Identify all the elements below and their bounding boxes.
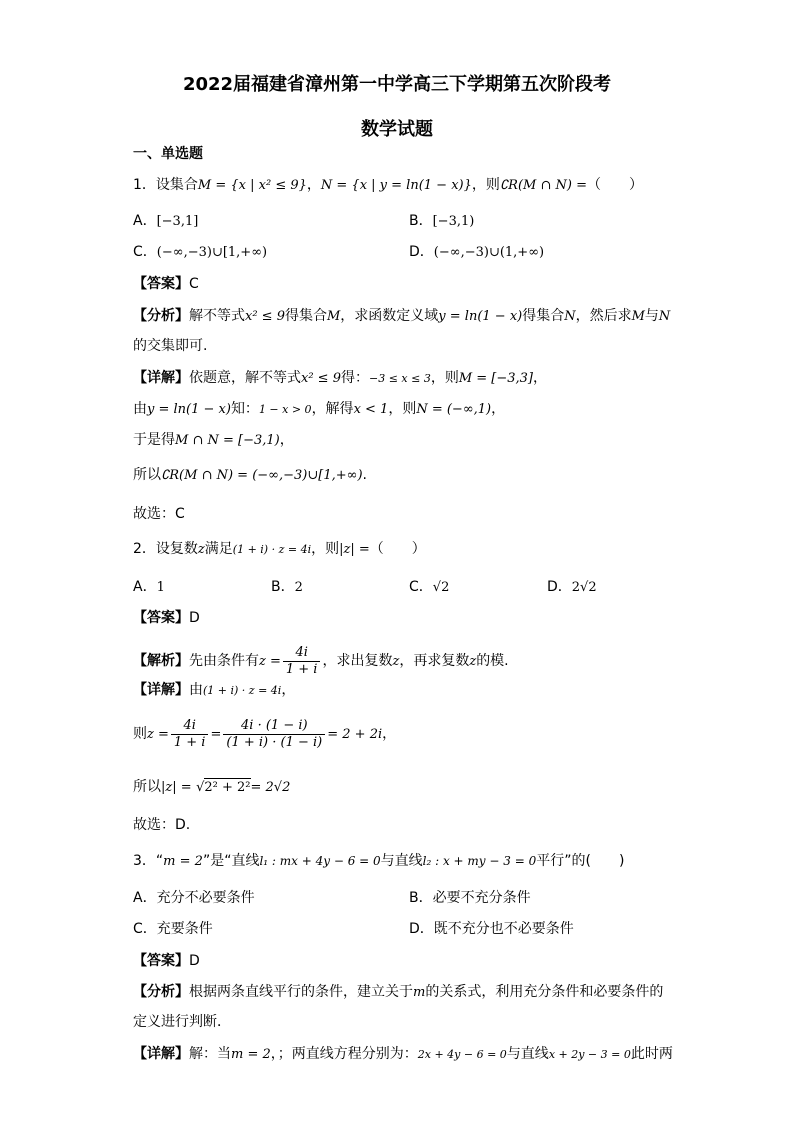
q2-detail-line-2: [133, 716, 396, 753]
q3-detail-math: x + 2y − 3 = 0: [548, 1048, 631, 1061]
q3-option-a-text: 充分不必要条件: [156, 890, 255, 906]
q2-analysis-text: 的模.: [476, 653, 509, 669]
q2-analysis-text: ，求出复数: [322, 653, 393, 669]
q1-option-d-text: (−∞,−3)∪(1,+∞): [433, 245, 545, 260]
q2-detail-text: 所以: [133, 779, 161, 795]
q3-option-d-text: 既不充分也不必要条件: [433, 921, 574, 937]
q1-analysis-text: 与: [644, 308, 659, 324]
q3-answer-tag: 【答案】: [133, 953, 189, 969]
q2-option-b: [271, 577, 303, 598]
q3-analysis-text: 根据两条直线平行的条件，建立关于: [189, 984, 413, 1000]
q2-stem: [133, 539, 426, 560]
q1-detail-math: ∁R(M ∩ N) = (−∞,−3)∪[1,+∞): [161, 468, 363, 483]
q3-option-b-letter: B．: [409, 890, 433, 906]
q2-option-a: [133, 577, 165, 598]
q1-analysis-tag: 【分析】: [133, 308, 189, 324]
q1-detail-line-2: [133, 399, 505, 420]
q1-analysis-math: M: [631, 309, 645, 324]
q3-option-d: [409, 919, 574, 939]
q2-option-a-text: 1: [156, 580, 165, 595]
q1-detail-text: 于是得: [133, 432, 175, 448]
q2-detail-fraction-denominator: 1 + i: [173, 734, 206, 750]
q1-detail-line-1: [133, 368, 547, 389]
q1-analysis-text: 解不等式: [189, 308, 245, 324]
document-subtitle: 数学试题: [361, 119, 433, 140]
q1-analysis-text: ，求函数定义域: [340, 308, 439, 324]
q2-stem-math: z: [197, 542, 205, 557]
q3-stem-math: m = 2: [163, 854, 203, 869]
q2-detail-math: = 2 + 2i: [327, 727, 383, 742]
q1-set-m: M = {x | x² ≤ 9}: [197, 178, 307, 193]
q1-detail-text: 所以: [133, 467, 161, 483]
q1-analysis-text: 得集合: [522, 308, 565, 324]
q2-detail-math: |z| =: [161, 780, 192, 795]
q2-stem-math: (1 + i) · z = 4i: [232, 543, 312, 556]
q3-option-c-text: 充要条件: [156, 921, 213, 937]
q1-detail-text: ，则: [430, 370, 459, 386]
q2-conclusion: 故选：D.: [133, 817, 191, 833]
q2-detail-math: =: [210, 727, 222, 742]
q3-analysis-tag: 【分析】: [133, 984, 189, 1000]
q2-fraction-numerator: 4i: [283, 645, 321, 662]
q2-detail-text: ，: [281, 682, 296, 698]
document-title: 2022届福建省漳州第一中学高三下学期第五次阶段考: [182, 74, 612, 95]
q2-answer-tag: 【答案】: [133, 610, 189, 626]
q1-detail-math: y = ln(1 − x): [147, 402, 231, 417]
q2-detail-fraction-1: [171, 718, 209, 751]
q3-answer: [133, 951, 200, 971]
q2-option-c-letter: C．: [409, 579, 433, 595]
q1-detail-math: M = [−3,3]: [458, 371, 534, 386]
q2-stem-text: ，则: [311, 541, 340, 557]
q2-fraction-denominator: 1 + i: [285, 661, 318, 677]
q3-stem-text: ”是“直线: [202, 853, 260, 869]
q3-analysis-line-2: 定义进行判断．: [133, 1014, 231, 1030]
q1-analysis-text: 得集合: [284, 308, 327, 324]
q1-stem: [133, 175, 643, 196]
q2-option-c: [409, 577, 449, 598]
q2-stem-math: |z| =: [339, 542, 370, 557]
q3-stem-text: 3．“: [133, 853, 164, 869]
q1-detail-math: 1 − x > 0: [258, 403, 312, 416]
q1-detail-text: ，: [279, 432, 294, 448]
q3-detail-tag: 【详解】: [133, 1046, 189, 1062]
q3-analysis-line-1: [133, 982, 663, 1003]
q1-answer: [133, 274, 199, 294]
q1-detail-math: M ∩ N = [−3,1): [175, 433, 280, 448]
q1-option-a-letter: A．: [133, 213, 157, 229]
q2-detail-line-1: [133, 680, 295, 701]
q3-stem-text: 与直线: [380, 853, 423, 869]
q1-set-n: N = {x | y = ln(1 − x)}: [320, 178, 472, 193]
q1-detail-math: x² ≤ 9: [301, 371, 341, 386]
q1-analysis-line-2: 的交集即可.: [133, 338, 208, 354]
q3-stem-text: 平行”的( ): [536, 853, 625, 869]
q3-detail-text: ，；两直线方程分别为：: [270, 1046, 418, 1062]
q1-option-b: [409, 211, 474, 232]
q1-detail-text: ，: [533, 370, 548, 386]
q2-option-d: [547, 577, 597, 598]
q1-option-a: [133, 211, 198, 232]
q1-analysis-math: y = ln(1 − x): [438, 309, 523, 324]
q3-option-a: [133, 888, 255, 908]
q3-option-c-letter: C．: [133, 921, 157, 937]
q1-stem-prefix: 1．设集合: [133, 177, 198, 193]
q2-detail-tag: 【详解】: [133, 682, 189, 698]
q1-answer-value: C: [189, 276, 199, 292]
q2-analysis-math: z: [469, 654, 477, 669]
q3-analysis-text: 的关系式，利用充分条件和必要条件的: [425, 984, 664, 1000]
q3-option-c: [133, 919, 213, 939]
q2-stem-text: 满足: [204, 541, 233, 557]
q2-detail-sqrt: 2² + 2²: [204, 780, 251, 795]
q2-analysis-tag: 【解析】: [133, 653, 189, 669]
q1-analysis-line-1: [133, 306, 670, 327]
q1-analysis-math: N: [564, 309, 576, 324]
q2-analysis-text: ，再求复数: [399, 653, 470, 669]
q2-paren: （ ）: [369, 541, 426, 557]
q1-detail-text: ，: [491, 401, 506, 417]
q2-option-c-text: √2: [432, 580, 450, 595]
q3-detail-math: 2x + 4y − 6 = 0: [417, 1048, 507, 1061]
q2-option-b-text: 2: [294, 580, 303, 595]
q1-option-b-text: [−3,1): [432, 214, 475, 229]
q2-detail-fraction-denominator: (1 + i) · (1 − i): [226, 734, 323, 750]
q2-analysis-text: 先由条件有: [189, 653, 259, 669]
q3-detail-math: m = 2: [231, 1047, 271, 1062]
q3-answer-value: D: [189, 953, 200, 969]
q2-analysis-fraction: [283, 645, 321, 678]
q3-option-d-letter: D．: [409, 921, 434, 937]
q3-detail-text: 解：当: [189, 1046, 231, 1062]
q2-option-d-letter: D．: [547, 579, 572, 595]
q1-target: ∁R(M ∩ N) =: [499, 178, 587, 193]
q1-detail-line-3: [133, 430, 294, 451]
q2-option-b-letter: B．: [271, 579, 295, 595]
q3-option-b-text: 必要不充分条件: [432, 890, 531, 906]
q3-option-a-letter: A．: [133, 890, 157, 906]
q3-stem: [133, 851, 624, 872]
q2-detail-math: z =: [147, 727, 169, 742]
q1-paren: （ ）: [586, 177, 643, 193]
q1-option-c: [133, 242, 267, 263]
q1-conclusion: 故选：C: [133, 506, 185, 522]
q1-option-d: [409, 242, 544, 263]
q3-detail-text: 此时两: [630, 1046, 673, 1062]
q1-sep: ，: [306, 177, 321, 193]
q3-option-b: [409, 888, 531, 908]
q1-detail-text: 依题意，解不等式: [189, 370, 301, 386]
q2-analysis: [133, 644, 509, 679]
q2-detail-text: 由: [189, 682, 203, 698]
q3-stem-math: l₂ : x + my − 3 = 0: [422, 854, 537, 868]
q2-stem-text: 2．设复数: [133, 541, 198, 557]
q1-detail-math: x < 1: [353, 402, 389, 417]
q3-analysis-math: m: [413, 985, 426, 1000]
q1-detail-text: .: [362, 467, 367, 483]
q1-option-d-letter: D．: [409, 244, 434, 260]
q2-option-a-letter: A．: [133, 579, 157, 595]
q2-detail-fraction-numerator: 4i · (1 − i): [223, 718, 325, 735]
q1-analysis-text: ，然后求: [575, 308, 632, 324]
q1-option-b-letter: B．: [409, 213, 433, 229]
q1-detail-text: ，解得: [311, 401, 354, 417]
q2-answer: [133, 608, 200, 628]
q1-answer-tag: 【答案】: [133, 276, 189, 292]
q1-detail-text: 由: [133, 401, 147, 417]
q3-detail-text: 与直线: [506, 1046, 549, 1062]
q2-detail-text: 则: [133, 726, 147, 742]
q1-stem-mid: ，则: [471, 177, 500, 193]
q2-detail-fraction-numerator: 4i: [171, 718, 209, 735]
q1-analysis-math: N: [658, 309, 671, 324]
q3-stem-math: l₁ : mx + 4y − 6 = 0: [259, 854, 381, 868]
q2-detail-text: ，: [382, 726, 397, 742]
q1-option-a-text: [−3,1]: [156, 214, 199, 229]
q1-analysis-math: M: [326, 309, 341, 324]
section-heading: 一、单选题: [133, 146, 203, 162]
q1-detail-math: N = (−∞,1): [416, 402, 492, 417]
q2-analysis-math: z =: [259, 654, 281, 669]
q2-analysis-math: z: [392, 654, 400, 669]
q1-detail-tag: 【详解】: [133, 370, 189, 386]
q2-answer-value: D: [189, 610, 200, 626]
q1-detail-math: −3 ≤ x ≤ 3: [368, 372, 431, 385]
q1-option-c-text: (−∞,−3)∪[1,+∞): [156, 245, 268, 260]
q2-detail-fraction-2: [223, 718, 325, 751]
q2-detail-line-3: 所以|z| = √2² + 2²= 2√2: [133, 779, 291, 795]
q1-analysis-math: x² ≤ 9: [245, 309, 285, 324]
q2-detail-math: (1 + i) · z = 4i: [203, 684, 282, 697]
q1-detail-text: ，则: [388, 401, 417, 417]
q1-detail-text: 知：: [230, 401, 259, 417]
q2-detail-math: = 2√2: [250, 780, 291, 795]
q1-option-c-letter: C．: [133, 244, 157, 260]
q1-detail-line-4: [133, 465, 367, 486]
q1-detail-text: 得：: [340, 370, 369, 386]
q3-detail-line-1: [133, 1044, 673, 1065]
q2-option-d-text: 2√2: [571, 580, 597, 595]
